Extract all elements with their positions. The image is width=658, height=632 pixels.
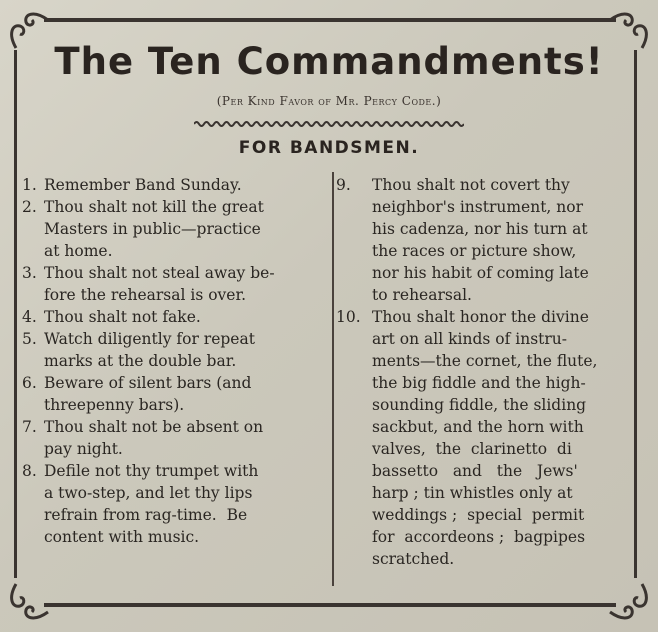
commandment-line: marks at the double bar. [44,352,237,370]
commandment-line: Watch diligently for repeat [44,330,255,348]
commandment-text [44,416,326,460]
commandment-line: nor his habit of coming late [372,264,589,282]
commandment-number: 8. [22,462,37,480]
commandment-line: sounding fiddle, the sliding [372,396,587,414]
commandment-line: threepenny bars). [44,396,185,414]
column-divider [332,172,334,586]
commandment-number: 7. [22,418,37,436]
commandment-line: scratched. [372,550,455,568]
commandment-number: 2. [22,198,37,216]
commandment-item [22,306,326,328]
commandment-line: Thou shalt not covert thy [372,176,570,194]
commandment-number: 4. [22,308,37,326]
commandment-line: the big fiddle and the high- [372,374,586,392]
commandment-text [372,306,616,570]
commandment-text [372,174,616,306]
commandment-line: Defile not thy trumpet with [44,462,259,480]
commandment-line: Beware of silent bars (and [44,374,252,392]
commandment-line: Thou shalt not steal away be- [44,264,275,282]
commandment-text [44,174,326,196]
commandment-text [44,460,326,548]
frame-left [14,50,17,578]
commandment-item [22,262,326,306]
commandment-line: Thou shalt not fake. [44,308,201,326]
commandment-item [22,328,326,372]
commandment-item [336,306,616,570]
commandment-line: Remember Band Sunday. [44,176,242,194]
frame-right [634,50,637,578]
commandment-item [22,174,326,196]
commandment-line: ments—the cornet, the flute, [372,352,598,370]
document-subtitle: (Per Kind Favor of Mr. Percy Code.) [216,94,442,108]
commandment-item [22,372,326,416]
commandment-item [22,196,326,262]
corner-ornament-bottom-right [602,576,654,628]
commandment-line: for accordeons ; bagpipes [372,528,586,546]
right-column [336,174,616,570]
commandment-line: his cadenza, nor his turn at [372,220,588,238]
commandment-text [44,306,326,328]
commandment-number: 9. [336,176,351,194]
commandment-item [22,416,326,460]
commandment-number: 3. [22,264,37,282]
commandment-line: the races or picture show, [372,242,577,260]
commandment-item [336,174,616,306]
commandment-text [44,262,326,306]
commandment-line: pay night. [44,440,123,458]
commandment-line: art on all kinds of instru- [372,330,568,348]
commandment-text [44,328,326,372]
commandment-text [44,372,326,416]
commandment-line: valves, the clarinetto di [372,440,572,458]
commandment-line: harp ; tin whistles only at [372,484,573,502]
commandment-line: sackbut, and the horn with [372,418,584,436]
commandment-line: weddings ; special permit [372,506,585,524]
commandment-line: refrain from rag-time. Be [44,506,248,524]
commandment-item [22,460,326,548]
commandment-line: a two-step, and let thy lips [44,484,253,502]
commandment-number: 5. [22,330,37,348]
frame-bottom [44,603,616,607]
frame-top [44,18,616,22]
decorative-squiggle-divider [194,119,464,129]
commandment-text [44,196,326,262]
commandment-number: 10. [336,308,361,326]
corner-ornament-bottom-left [4,576,56,628]
commandment-line: to rehearsal. [372,286,472,304]
commandment-line: at home. [44,242,113,260]
commandment-line: bassetto and the Jews' [372,462,578,480]
commandment-line: content with music. [44,528,200,546]
commandment-line: Thou shalt honor the divine [372,308,589,326]
left-column [22,174,326,548]
commandment-line: Thou shalt not kill the great [44,198,264,216]
commandment-line: Thou shalt not be absent on [44,418,264,436]
commandment-line: neighbor's instrument, nor [372,198,583,216]
section-heading: FOR BANDSMEN. [238,138,420,158]
commandment-line: Masters in public—practice [44,220,261,238]
commandment-number: 1. [22,176,37,194]
document-title: The Ten Commandments! [54,40,604,83]
commandment-number: 6. [22,374,37,392]
commandment-line: fore the rehearsal is over. [44,286,247,304]
